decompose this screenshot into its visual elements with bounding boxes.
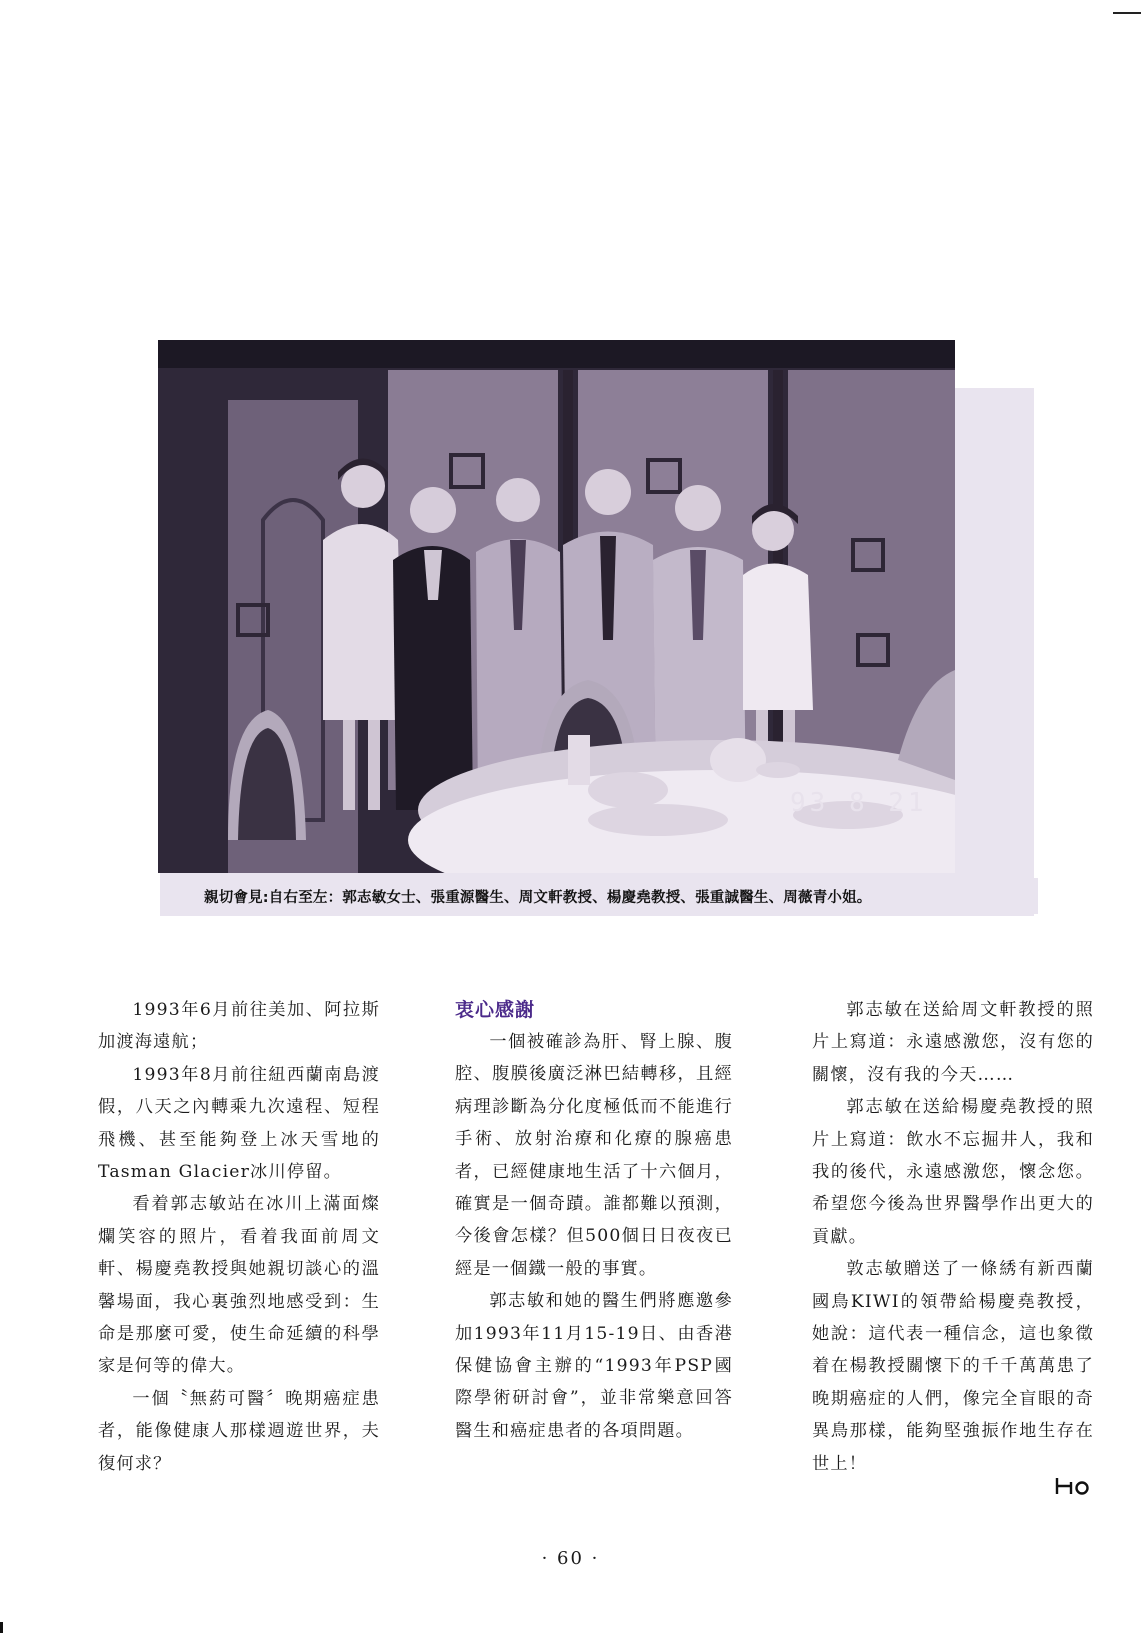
column1-paragraph-3: 看着郭志敏站在冰川上滿面燦爛笑容的照片，看着我面前周文軒、楊慶堯教授與她親切談心的溫馨場面，我心裏強烈地感受到：生命是那麼可愛，使生命延續的科學家是何等的偉大。 — [98, 1194, 380, 1377]
column3-paragraph-1: 郭志敏在送給周文軒教授的照片上寫道：永遠感激您，沒有您的關懷，沒有我的今天…… — [812, 1000, 1094, 1085]
article-column-3 — [812, 994, 1094, 1480]
column1-paragraph-4: 一個〝無葯可醫〞晚期癌症患者，能像健康人那樣週遊世界，夫復何求？ — [98, 1388, 380, 1474]
page-number: · 60 · — [541, 1548, 600, 1569]
column3-paragraph-2: 郭志敏在送給楊慶堯教授的照片上寫道：飲水不忘掘井人，我和我的後代，永遠感激您，懷念您。希望您今後為世界醫學作出更大的貢獻。 — [812, 1097, 1094, 1247]
group-photo-illustration — [158, 340, 955, 873]
column1-paragraph-2: 1993年8月前往紐西蘭南島渡假，八天之內轉乘九次遠程、短程飛機、甚至能夠登上冰天雪地的Tasman Glacier冰川停留。 — [98, 1064, 380, 1183]
article-column-1 — [98, 994, 380, 1480]
ho-end-logo — [1055, 1477, 1091, 1495]
column2-paragraph-1: 一個被確診為肝、腎上腺、腹腔、腹膜後廣泛淋巴結轉移，且經病理診斷為分化度極低而不能進行手術、放射治療和化療的腺癌患者，已經健康地生活了十六個月，確實是一個奇蹟。誰都難以預測，今後會怎樣？但500個日日夜夜已經是一個鐵一般的事實。 — [455, 1032, 733, 1279]
group-photo — [158, 340, 955, 873]
photo-caption: 親切會見:自右至左：郭志敏女士、張重源醫生、周文軒教授、楊慶堯教授、張重誠醫生、周薇青小姐。 — [200, 878, 1038, 914]
section-heading: 衷心感謝 — [455, 999, 536, 1021]
corner-crop-mark — [1113, 0, 1141, 14]
photo-date-stamp: 93 8 21 — [790, 788, 928, 818]
scan-edge-mark — [0, 1622, 3, 1633]
article-column-2 — [455, 994, 733, 1447]
column2-paragraph-2: 郭志敏和她的醫生們將應邀參加1993年11月15-19日、由香港保健協會主辦的“1993年PSP國際學術研討會”，並非常樂意回答醫生和癌症患者的各項問題。 — [455, 1291, 733, 1441]
column1-paragraph-1: 1993年6月前往美加、阿拉斯加渡海遠航； — [98, 1000, 380, 1053]
column3-paragraph-3: 敦志敏贈送了一條綉有新西蘭國鳥KIWI的領帶給楊慶堯教授，她說：這代表一種信念，這也象徵着在楊教授關懷下的千千萬萬患了晚期癌症的人們，像完全盲眼的奇異鳥那樣，能夠堅強振作地生存在世上！ — [812, 1259, 1094, 1474]
